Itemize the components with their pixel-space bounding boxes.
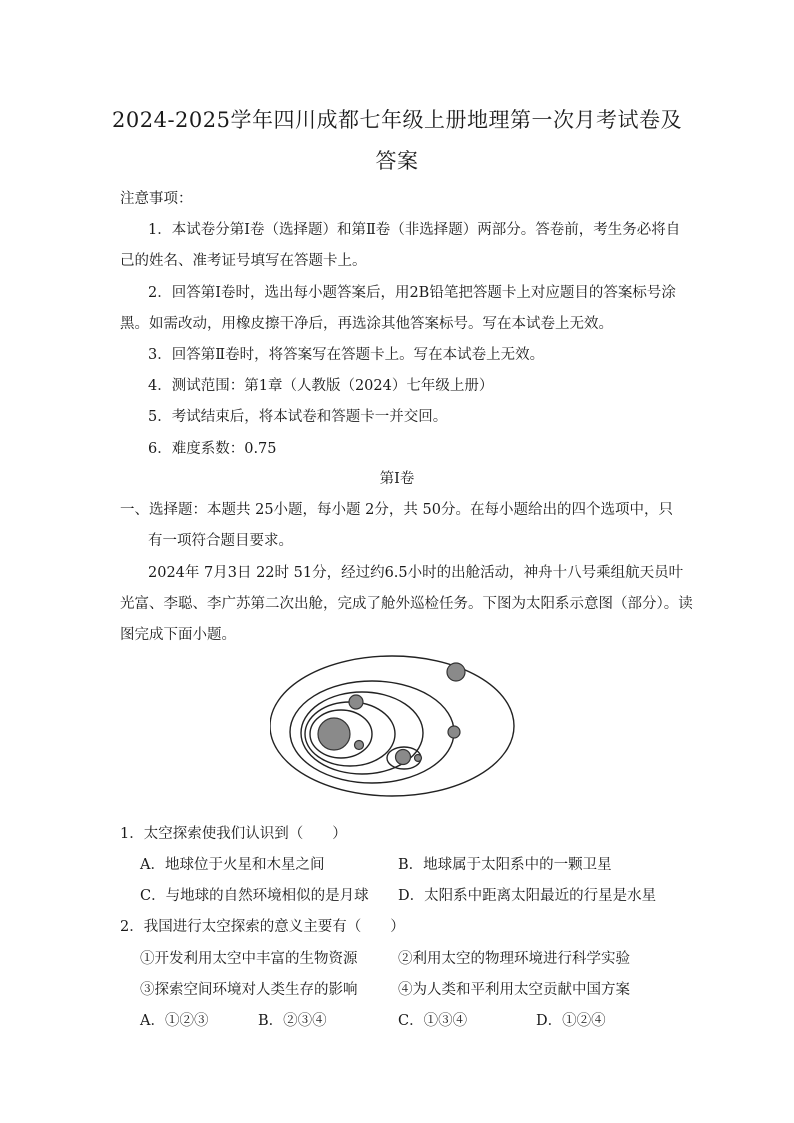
solar-system-diagram	[270, 652, 522, 800]
q2-item-4: ④为人类和平利用太空贡献中国方案	[398, 982, 630, 998]
passage-line-3: 图完成下面小题。	[120, 627, 236, 643]
passage-line-2: 光富、李聪、李广苏第二次出舱，完成了舱外巡检任务。下图为太阳系示意图（部分）。读	[120, 596, 693, 612]
section-title: 第Ⅰ卷	[379, 471, 415, 487]
notice-heading: 注意事项：	[120, 191, 193, 207]
q2-item-2: ②利用太空的物理环境进行科学实验	[398, 951, 630, 967]
document-title-line-2: 答案	[375, 149, 419, 173]
notice-line-4: 4．测试范围：第1章（人教版（2024）七年级上册）	[148, 378, 494, 394]
notice-line-1-cont: 己的姓名、准考证号填写在答题卡上。	[120, 253, 367, 269]
q2-option-d: D．①②④	[536, 1013, 606, 1029]
q1-option-c: C．与地球的自然环境相似的是月球	[140, 888, 369, 904]
notice-line-3: 3．回答第Ⅱ卷时，将答案写在答题卡上。写在本试卷上无效。	[148, 347, 545, 363]
question-1-stem: 1．太空探索使我们认识到（ ）	[120, 826, 347, 842]
notice-line-1: 1．本试卷分第Ⅰ卷（选择题）和第Ⅱ卷（非选择题）两部分。答卷前，考生务必将自	[148, 222, 681, 238]
q2-option-c: C．①③④	[398, 1013, 468, 1029]
notice-line-6: 6．难度系数：0.75	[148, 441, 277, 457]
planet-outer-icon	[447, 663, 465, 681]
q2-item-1: ①开发利用太空中丰富的生物资源	[140, 951, 358, 967]
q1-option-a: A．地球位于火星和木星之间	[140, 857, 325, 873]
earth-icon	[396, 750, 411, 765]
q2-option-a: A．①②③	[140, 1013, 209, 1029]
planet-orbit-4-icon	[448, 726, 460, 738]
part1-instructions-line-2: 有一项符合题目要求。	[148, 533, 293, 549]
notice-line-2-cont: 黑。如需改动，用橡皮擦干净后，再选涂其他答案标号。写在本试卷上无效。	[120, 316, 613, 332]
planet-orbit-2-icon	[349, 695, 363, 709]
q2-item-3: ③探索空间环境对人类生存的影响	[140, 982, 358, 998]
document-title-line-1: 2024-2025学年四川成都七年级上册地理第一次月考试卷及	[112, 108, 682, 132]
planet-orbit-1-icon	[355, 741, 364, 750]
sun-icon	[318, 718, 350, 750]
q1-option-b: B．地球属于太阳系中的一颗卫星	[398, 857, 612, 873]
notice-line-2: 2．回答第Ⅰ卷时，选出每小题答案后，用2B铅笔把答题卡上对应题目的答案标号涂	[148, 285, 676, 301]
question-2-stem: 2．我国进行太空探索的意义主要有（ ）	[120, 919, 405, 935]
moon-icon	[415, 755, 422, 762]
q2-option-b: B．②③④	[258, 1013, 327, 1029]
part1-instructions-line-1: 一、选择题：本题共 25小题，每小题 2分，共 50分。在每小题给出的四个选项中，只	[120, 502, 673, 518]
notice-line-5: 5．考试结束后，将本试卷和答题卡一并交回。	[148, 409, 448, 425]
q1-option-d: D．太阳系中距离太阳最近的行星是水星	[398, 888, 657, 904]
passage-line-1: 2024年 7月3日 22时 51分，经过约6.5小时的出舱活动，神舟十八号乘组航天员叶	[148, 565, 684, 581]
